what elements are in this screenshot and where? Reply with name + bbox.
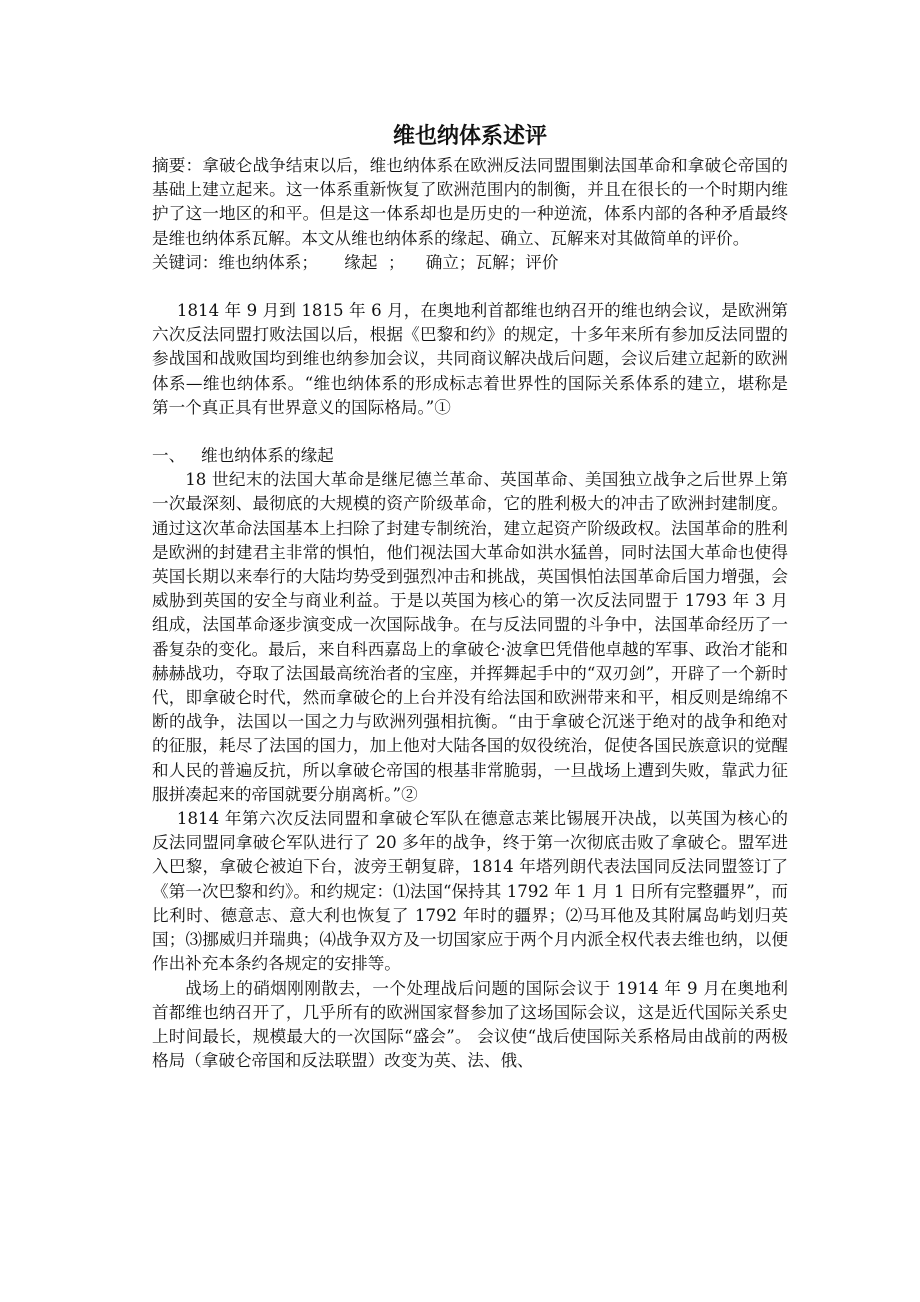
- spacer: [152, 420, 788, 444]
- page-title: 维也纳体系述评: [392, 123, 547, 149]
- spacer: [152, 275, 788, 299]
- body-paragraph: 战场上的硝烟刚刚散去，一个处理战后问题的国际会议于 1914 年 9 月在奥地利首都维也纳召开了，几乎所有的欧洲国家督参加了这场国际会议，这是近代国际关系史上时间最长，规模最大的一次国际“盛会”。 会议使“战后使国际关系格局由战前的两极格局（拿破仑帝国和反法联盟）改变为英、法、俄、: [152, 978, 788, 1071]
- document-body: [152, 118, 788, 1073]
- body-paragraph: 18 世纪末的法国大革命是继尼德兰革命、英国革命、美国独立战争之后世界上第一次最深刻、最彻底的大规模的资产阶级革命，它的胜利极大的冲击了欧洲封建制度。通过这次革命法国基本上扫除了封建专制统治，建立起资产阶级政权。法国革命的胜利是欧洲的封建君主非常的惧怕，他们视法国大革命如洪水猛兽，同时法国大革命也使得英国长期以来奉行的大陆均势受到强烈冲击和挑战，英国惧怕法国革命后国力增强，会威胁到英国的安全与商业利益。于是以英国为核心的第一次反法同盟于 1793 年 3 月组成，法国革命逐步演变成一次国际战争。在与反法同盟的斗争中，法国革命经历了一番复杂的变化。最后，来自科西嘉岛上的拿破仑·波拿巴凭借他卓越的军事、政治才能和赫赫战功，夺取了法国最高统治者的宝座，并挥舞起手中的“双刃剑”，开辟了一个新时代，即拿破仑时代，然而拿破仑的上台并没有给法国和欧洲带来和平，相反则是绵绵不断的战争，法国以一国之力与欧洲列强相抗衡。“由于拿破仑沉迷于绝对的战争和绝对的征服，耗尽了法国的国力，加上他对大陆各国的奴役统治，促使各国民族意识的觉醒和人民的普遍反抗，所以拿破仑帝国的根基非常脆弱，一旦战场上遭到失败，靠武力征服拼凑起来的帝国就要分崩离析。”②: [152, 470, 788, 804]
- abstract-paragraph: 摘要：拿破仑战争结束以后，维也纳体系在欧洲反法同盟围剿法国革命和拿破仑帝国的基础上建立起来。这一体系重新恢复了欧洲范围内的制衡，并且在很长的一个时期内维护了这一地区的和平。但是这一体系却也是历史的一种逆流，体系内部的各种矛盾最终是维也纳体系瓦解。本文从维也纳体系的缘起、确立、瓦解来对其做简单的评价。: [152, 156, 788, 248]
- body-paragraph: 1814 年第六次反法同盟和拿破仑军队在德意志莱比锡展开决战，以英国为核心的反法同盟同拿破仑军队进行了 20 多年的战争，终于第一次彻底击败了拿破仑。盟军进入巴黎，拿破仑被迫下台，波旁王朝复辟，1814 年塔列朗代表法国同反法同盟签订了《第一次巴黎和约》。和约规定：⑴法国“保持其 1792 年 1 月 1 日所有完整疆界”，而比利时、德意志、意大利也恢复了 1792 年时的疆界；⑵马耳他及其附属岛屿划归英国；⑶挪威归并瑞典；⑷战争双方及一切国家应于两个月内派全权代表去维也纳，以便作出补充本条约各规定的安排等。: [152, 809, 788, 974]
- section-heading: 一、 维也纳体系的缘起: [152, 446, 334, 466]
- keywords-line: 关键词：维也纳体系； 缘起 ； 确立；瓦解；评价: [152, 252, 559, 272]
- intro-paragraph: 1814 年 9 月到 1815 年 6 月，在奥地利首都维也纳召开的维也纳会议，是欧洲第六次反法同盟打败法国以后，根据《巴黎和约》的规定，十多年来所有参加反法同盟的参战国和战败国均到维也纳参加会议，共同商议解决战后问题，会议后建立起新的欧洲体系—维也纳体系。“维也纳体系的形成标志着世界性的国际关系体系的建立，堪称是第一个真正具有世界意义的国际格局。”①: [152, 301, 788, 417]
